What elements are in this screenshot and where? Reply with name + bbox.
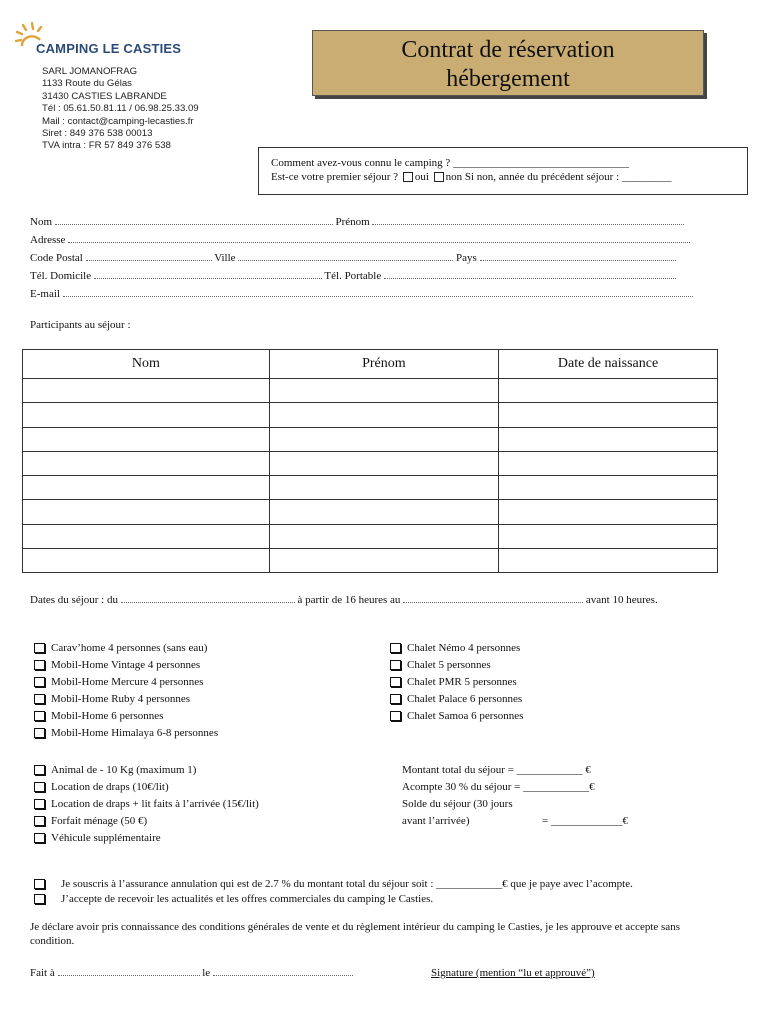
options-left xyxy=(32,640,218,742)
how-known-question[interactable]: Comment avez-vous connu le camping ? ________________________________ xyxy=(271,157,630,169)
email-field[interactable] xyxy=(63,287,693,297)
option-item xyxy=(388,640,523,657)
question-box xyxy=(258,147,748,195)
option-item xyxy=(32,674,218,691)
option-checkbox[interactable] xyxy=(34,660,45,670)
cell-date-naissance[interactable] xyxy=(499,379,718,403)
option-item xyxy=(388,691,523,708)
tel-domicile-label: Tél. Domicile xyxy=(30,270,92,282)
cell-prenom[interactable] xyxy=(269,451,498,475)
insurance-label: Je souscris à l’assurance annulation qui est de 2.7 % du montant total du séjour soit : ____________€ que je paye avec l’acompte. xyxy=(61,878,633,890)
option-item xyxy=(32,657,218,674)
ville-label: Ville xyxy=(214,252,236,264)
cell-nom[interactable] xyxy=(23,451,270,475)
non-label: non Si non, année du précédent séjour : _________ xyxy=(445,171,672,183)
name-row xyxy=(30,215,684,229)
company-line: 31430 CASTIES LABRANDE xyxy=(42,90,167,102)
fait-a-label: Fait à xyxy=(30,967,55,979)
extra-label: Location de draps + lit faits à l’arrivée (15€/lit) xyxy=(51,798,259,810)
tel-domicile-field[interactable] xyxy=(94,269,322,279)
date-end-field[interactable] xyxy=(403,593,583,603)
option-checkbox[interactable] xyxy=(34,643,45,653)
extra-checkbox[interactable] xyxy=(34,833,45,843)
option-label: Mobil-Home 6 personnes xyxy=(51,710,164,722)
extra-item xyxy=(32,830,259,847)
fait-a-field[interactable] xyxy=(58,966,200,976)
extra-checkbox[interactable] xyxy=(34,782,45,792)
logo-text: CAMPING LE CASTIES xyxy=(36,41,182,56)
insurance-item xyxy=(32,877,752,892)
adresse-label: Adresse xyxy=(30,234,66,246)
col-date-naissance: Date de naissance xyxy=(499,350,718,379)
company-line: 1133 Route du Gélas xyxy=(42,78,132,90)
participants-label: Participants au séjour : xyxy=(30,319,131,331)
company-line: Mail : contact@camping-lecasties.fr xyxy=(42,115,194,127)
option-label: Chalet 5 personnes xyxy=(407,659,491,671)
option-item xyxy=(32,640,218,657)
option-item xyxy=(32,725,218,742)
cell-nom[interactable] xyxy=(23,403,270,427)
ville-field[interactable] xyxy=(238,251,453,261)
first-stay-question xyxy=(271,170,747,184)
extra-item xyxy=(32,813,259,830)
cell-nom[interactable] xyxy=(23,500,270,524)
title-line: hébergement xyxy=(446,66,570,92)
extra-label: Véhicule supplémentaire xyxy=(51,832,161,844)
newsletter-checkbox[interactable] xyxy=(34,894,45,904)
option-item xyxy=(32,708,218,725)
option-label: Chalet Palace 6 personnes xyxy=(407,693,523,705)
option-item xyxy=(32,691,218,708)
extra-item xyxy=(32,779,259,796)
option-label: Mobil-Home Vintage 4 personnes xyxy=(51,659,201,671)
consent-block xyxy=(32,877,752,907)
tel-portable-label: Tél. Portable xyxy=(324,270,382,282)
oui-label: oui xyxy=(414,171,429,183)
col-prenom: Prénom xyxy=(269,350,498,379)
non-checkbox[interactable] xyxy=(434,172,444,182)
table-row xyxy=(23,379,718,403)
extra-checkbox[interactable] xyxy=(34,816,45,826)
table-row xyxy=(23,524,718,548)
dates-row xyxy=(30,593,658,607)
cell-date-naissance[interactable] xyxy=(499,549,718,573)
acompte-amount[interactable]: Acompte 30 % du séjour = ____________€ xyxy=(402,781,595,793)
option-checkbox[interactable] xyxy=(390,677,401,687)
cell-prenom[interactable] xyxy=(269,549,498,573)
pays-label: Pays xyxy=(456,252,477,264)
extra-item xyxy=(32,762,259,779)
email-label: E-mail xyxy=(30,288,60,300)
table-row xyxy=(23,403,718,427)
code-postal-label: Code Postal xyxy=(30,252,83,264)
date-signature-field[interactable] xyxy=(213,966,353,976)
dates-du-label: Dates du séjour : du xyxy=(30,594,118,606)
option-label: Chalet Samoa 6 personnes xyxy=(407,710,524,722)
option-label: Chalet PMR 5 personnes xyxy=(407,676,517,688)
dates-end-label: avant 10 heures. xyxy=(585,594,658,606)
extra-checkbox[interactable] xyxy=(34,765,45,775)
cell-prenom[interactable] xyxy=(269,524,498,548)
extras-list xyxy=(32,762,259,847)
cell-date-naissance[interactable] xyxy=(499,500,718,524)
amounts-block xyxy=(402,762,628,830)
cell-nom[interactable] xyxy=(23,524,270,548)
newsletter-label: J’accepte de recevoir les actualités et les offres commerciales du camping le Casties. xyxy=(61,893,434,905)
table-row xyxy=(23,451,718,475)
option-checkbox[interactable] xyxy=(390,694,401,704)
cell-nom[interactable] xyxy=(23,476,270,500)
option-checkbox[interactable] xyxy=(390,660,401,670)
solde-label: Solde du séjour (30 jours xyxy=(402,798,513,810)
company-line: TVA intra : FR 57 849 376 538 xyxy=(42,140,171,152)
adresse-field[interactable] xyxy=(68,233,690,243)
extra-label: Forfait ménage (50 €) xyxy=(51,815,148,827)
cell-date-naissance[interactable] xyxy=(499,476,718,500)
option-label: Mobil-Home Mercure 4 personnes xyxy=(51,676,204,688)
participants-table xyxy=(22,349,718,573)
table-row xyxy=(23,500,718,524)
signature-label: Signature (mention “lu et approuvé”) xyxy=(431,967,595,979)
prenom-field[interactable] xyxy=(372,215,684,225)
cell-prenom[interactable] xyxy=(269,500,498,524)
cell-prenom[interactable] xyxy=(269,427,498,451)
prenom-label: Prénom xyxy=(335,216,370,228)
extra-label: Animal de - 10 Kg (maximum 1) xyxy=(51,764,197,776)
cell-prenom[interactable] xyxy=(269,403,498,427)
cell-date-naissance[interactable] xyxy=(499,427,718,451)
table-row xyxy=(23,476,718,500)
oui-checkbox[interactable] xyxy=(403,172,413,182)
option-checkbox[interactable] xyxy=(390,643,401,653)
option-item xyxy=(388,708,523,725)
option-checkbox[interactable] xyxy=(34,711,45,721)
extra-item xyxy=(32,796,259,813)
table-row xyxy=(23,427,718,451)
option-checkbox[interactable] xyxy=(34,728,45,738)
document-title xyxy=(312,30,704,96)
total-amount[interactable]: Montant total du séjour = ____________ € xyxy=(402,764,591,776)
insurance-checkbox[interactable] xyxy=(34,879,45,889)
option-checkbox[interactable] xyxy=(34,677,45,687)
option-item xyxy=(388,657,523,674)
table-header-row xyxy=(23,350,718,379)
option-checkbox[interactable] xyxy=(390,711,401,721)
cell-nom[interactable] xyxy=(23,549,270,573)
solde-row xyxy=(402,813,628,830)
email-row xyxy=(30,287,693,301)
code-postal-field[interactable] xyxy=(86,251,212,261)
tel-portable-field[interactable] xyxy=(384,269,676,279)
nom-label: Nom xyxy=(30,216,52,228)
cell-prenom[interactable] xyxy=(269,379,498,403)
first-stay-label: Est-ce votre premier séjour ? xyxy=(271,171,399,183)
newsletter-item xyxy=(32,892,752,907)
city-row xyxy=(30,251,676,265)
cell-date-naissance[interactable] xyxy=(499,403,718,427)
option-label: Carav’home 4 personnes (sans eau) xyxy=(51,642,208,654)
extra-label: Location de draps (10€/lit) xyxy=(51,781,169,793)
option-checkbox[interactable] xyxy=(34,694,45,704)
declaration-text: Je déclare avoir pris connaissance des conditions générales de vente et du règlement intérieur du camping le Casties, je les approuve et accepte sans condition. xyxy=(30,921,680,947)
cell-nom[interactable] xyxy=(23,427,270,451)
option-label: Mobil-Home Himalaya 6-8 personnes xyxy=(51,727,219,739)
solde-amount[interactable]: = _____________€ xyxy=(542,815,628,827)
company-info xyxy=(42,66,199,153)
options-right xyxy=(388,640,523,725)
cell-date-naissance[interactable] xyxy=(499,451,718,475)
date-start-field[interactable] xyxy=(121,593,295,603)
company-line: SARL JOMANOFRAG xyxy=(42,66,138,77)
cell-prenom[interactable] xyxy=(269,476,498,500)
col-nom: Nom xyxy=(23,350,270,379)
option-item xyxy=(388,674,523,691)
phone-row xyxy=(30,269,676,283)
footer-row xyxy=(30,966,353,980)
solde-label-2: avant l’arrivée) xyxy=(402,815,470,827)
table-row xyxy=(23,549,718,573)
company-line: Tél : 05.61.50.81.11 / 06.98.25.33.09 xyxy=(42,103,199,115)
nom-field[interactable] xyxy=(55,215,333,225)
company-line: Siret : 849 376 538 00013 xyxy=(42,128,153,140)
cell-nom[interactable] xyxy=(23,379,270,403)
cell-date-naissance[interactable] xyxy=(499,524,718,548)
option-label: Mobil-Home Ruby 4 personnes xyxy=(51,693,191,705)
dates-middle-label: à partir de 16 heures au xyxy=(297,594,401,606)
extra-checkbox[interactable] xyxy=(34,799,45,809)
address-row xyxy=(30,233,690,247)
le-label: le xyxy=(202,967,211,979)
pays-field[interactable] xyxy=(480,251,676,261)
title-line: Contrat de réservation xyxy=(401,37,615,63)
option-label: Chalet Némo 4 personnes xyxy=(407,642,521,654)
